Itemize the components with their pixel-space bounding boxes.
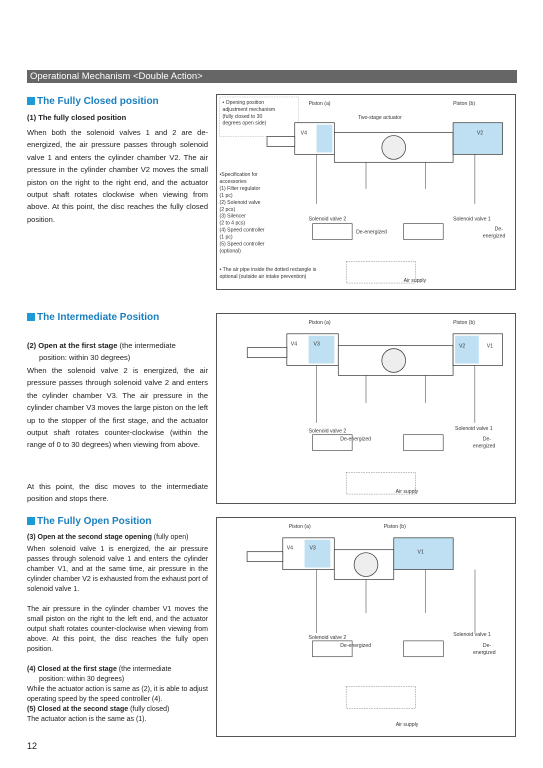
spec-text: (5) Speed controller xyxy=(219,241,265,248)
chamber-v2-label: V2 xyxy=(459,343,466,350)
piston-b-label: Piston (b) xyxy=(453,100,476,107)
page-number: 12 xyxy=(27,741,38,751)
status-text: De- xyxy=(482,642,492,649)
subheading xyxy=(27,705,208,715)
chamber xyxy=(317,125,333,153)
solenoid-valve-1 xyxy=(404,224,444,240)
note-text: degrees open side) xyxy=(222,120,267,127)
subheading-bold: (4) Closed at the first stage xyxy=(27,666,117,673)
note-text: • Opening position xyxy=(222,99,265,106)
gear xyxy=(354,553,378,577)
optional-box xyxy=(346,686,415,708)
section-header: Operational Mechanism <Double Action> xyxy=(27,70,517,83)
section-title-text: The Fully Open Position xyxy=(37,516,152,527)
actuator-label: Two-stage actuator xyxy=(358,114,402,121)
diagram-fully-closed xyxy=(216,94,516,290)
spec-text: (4) Speed controller xyxy=(219,227,265,234)
adjust-screw xyxy=(267,137,295,147)
spec-text: (2) Solenoid valve xyxy=(219,199,261,206)
section-marker-icon xyxy=(27,97,35,105)
note-text: (fully closed to 30 xyxy=(222,113,263,120)
subheading-rest: (the intermediate xyxy=(117,341,176,350)
subheading-line2: position: within 30 degrees) xyxy=(39,353,131,362)
status-text: De-energized xyxy=(340,642,372,649)
air-supply-label: Air supply xyxy=(395,489,419,496)
section-title-text: The Fully Closed position xyxy=(37,96,159,107)
air-supply-label: Air supply xyxy=(403,278,427,285)
spec-text: (3) Silencer xyxy=(219,213,246,220)
solenoid-valve-1-label: Solenoid valve 1 xyxy=(453,216,491,223)
status-text: De-energized xyxy=(356,229,387,236)
diagram-svg xyxy=(217,518,515,736)
chamber-v1-label: V1 xyxy=(486,343,494,350)
paragraph: The actuator action is the same as (1). xyxy=(27,716,147,723)
chamber-v4-label: V4 xyxy=(290,341,298,348)
chamber-v2-label: V2 xyxy=(476,130,484,137)
section-title-text: The Intermediate Position xyxy=(37,312,160,323)
status-text: energized xyxy=(482,233,506,240)
section-marker-icon xyxy=(27,313,35,321)
chamber-v4-label: V4 xyxy=(300,130,307,137)
spec-text: •Specification for xyxy=(219,172,258,179)
solenoid-valve-2 xyxy=(313,224,353,240)
air-supply-label: Air supply xyxy=(395,722,419,729)
adjust-screw xyxy=(247,348,287,358)
section-title-intermediate xyxy=(27,312,159,324)
gear xyxy=(382,136,406,160)
piston-a-label: Piston (a) xyxy=(308,100,331,107)
paragraph: While the actuator action is same as (2), it is able to adjust operating speed by the speed controller (4). xyxy=(27,686,208,703)
subheading xyxy=(27,665,208,675)
status-text: De- xyxy=(482,436,492,443)
subheading-line2: position: within 30 degrees) xyxy=(39,676,125,683)
spec-text: (1 pc) xyxy=(219,192,233,199)
chamber xyxy=(309,336,335,364)
chamber-v3-label: V3 xyxy=(313,341,320,348)
paragraph: The air pressure in the cylinder chamber V1 moves the small piston on the right to the left end, and the actuator output shaft rotates counter-clockwise when viewing from above. At this point, the disc reaches the fully open position. xyxy=(27,606,208,653)
solenoid-valve-1 xyxy=(404,435,444,451)
subheading xyxy=(27,533,208,543)
section-marker-icon xyxy=(27,517,35,525)
chamber-v4-label: V4 xyxy=(286,545,294,552)
diagram-svg xyxy=(217,95,515,289)
chamber-v1-label: V1 xyxy=(417,549,424,556)
spec-text: (optional) xyxy=(219,248,241,255)
solenoid-valve-1 xyxy=(404,641,444,657)
subheading-rest: (fully open) xyxy=(151,534,189,541)
paragraph: When both the solenoid valves 1 and 2 are de-energized, the air pressure passes through solenoid valve 1 and enters the cylinder chamber V2. The air pressure in the cylinder chamber V2 moves the small piston on the right to the right end, and the actuator output shaft rotates clockwise when viewing from above. At this point, the disc reaches the fully closed position. xyxy=(27,128,208,224)
chamber-v3-label: V3 xyxy=(309,545,316,552)
status-text: De-energized xyxy=(340,436,372,443)
section-title-fully-closed xyxy=(27,96,159,108)
solenoid-valve-1-label: Solenoid valve 1 xyxy=(453,631,491,638)
diagram-intermediate xyxy=(216,313,516,504)
spec-text: accessories xyxy=(219,179,247,186)
status-text: De- xyxy=(494,226,503,233)
subheading-bold: (3) Open at the second stage opening xyxy=(27,534,152,541)
subheading-bold: (5) Closed at the second stage xyxy=(27,706,129,713)
spec-text: (2 pcs) xyxy=(219,206,236,213)
spec-text: (1) Filter regulator xyxy=(219,186,261,193)
subheading-rest: (the intermediate xyxy=(116,666,172,673)
status-text: energized xyxy=(472,443,496,450)
chamber xyxy=(305,540,331,568)
solenoid-valve-2-label: Solenoid valve 2 xyxy=(308,634,347,641)
note-text: • The air pipe inside the dotted rectangle is xyxy=(219,267,317,274)
spec-text: (1 pc) xyxy=(219,234,233,241)
gear xyxy=(382,349,406,373)
status-text: energized xyxy=(473,649,496,656)
adjust-screw xyxy=(247,552,283,562)
section-title-fully-open xyxy=(27,516,151,528)
paragraph: At this point, the disc moves to the intermediate position and stops there. xyxy=(27,482,208,504)
solenoid-valve-2-label: Solenoid valve 2 xyxy=(308,428,347,435)
solenoid-valve-1-label: Solenoid valve 1 xyxy=(455,425,493,432)
subheading-bold: (2) Open at the first stage xyxy=(27,341,118,350)
cylinder-right xyxy=(453,123,502,155)
piston-a-label: Piston (a) xyxy=(308,319,331,326)
spec-text: (2 to 4 pcs) xyxy=(219,220,246,227)
subheading: (1) The fully closed position xyxy=(27,113,127,122)
piston-a-label: Piston (a) xyxy=(288,523,311,530)
solenoid-valve-2-label: Solenoid valve 2 xyxy=(308,216,347,223)
paragraph: When solenoid valve 1 is energized, the air pressure passes through solenoid valve 1 and enters the cylinder chamber V1, and at the same time, air pressure in the cylinder chamber V2 is exhausted from the exhaust port of solenoid valve 1. xyxy=(27,546,208,593)
diagram-svg xyxy=(217,314,515,503)
subheading-rest: (fully closed) xyxy=(128,706,170,713)
note-text: adjustment mechanism xyxy=(222,106,276,113)
paragraph: When the solenoid valve 2 is energized, the air pressure passes through solenoid valve 2 and enters the cylinder chamber V3. The air pressure in the cylinder chamber V3 moves the large piston on the left up to the stopper of the first stage, and the actuator output shaft rotates counter-clockwise (within the range of 0 to 30 degrees) when viewing from above. xyxy=(27,366,208,450)
piston-b-label: Piston (b) xyxy=(383,523,406,530)
diagram-fully-open xyxy=(216,517,516,737)
subheading xyxy=(27,340,208,352)
piston-b-label: Piston (b) xyxy=(453,319,476,326)
note-text: optional (outside air intake prevention) xyxy=(219,274,307,281)
